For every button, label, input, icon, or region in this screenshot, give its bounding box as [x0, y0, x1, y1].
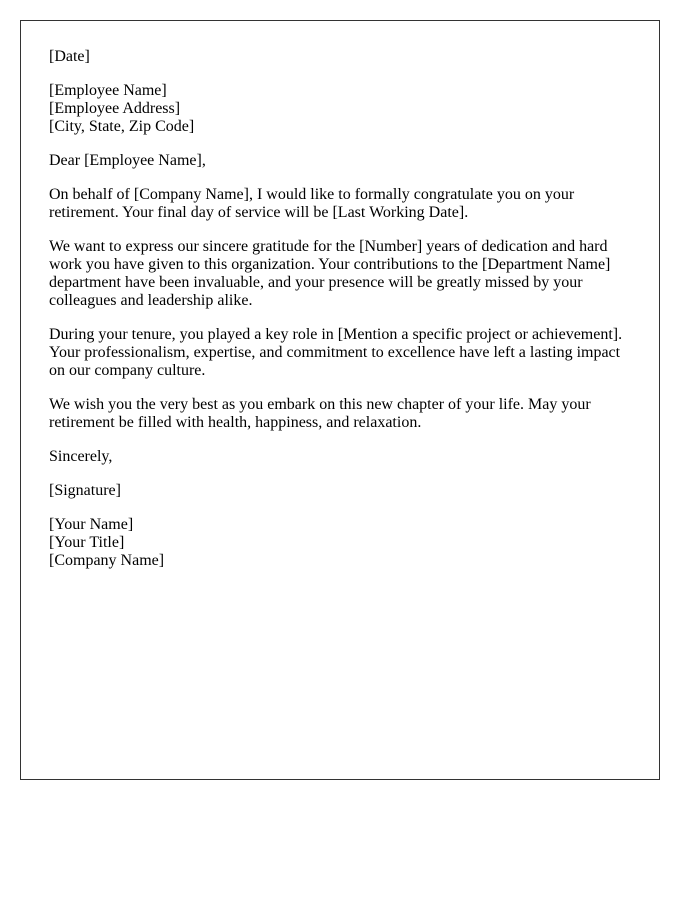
- letter-page: [20, 20, 660, 780]
- salutation: Dear [Employee Name],: [49, 152, 206, 169]
- body-paragraph-congratulations: On behalf of [Company Name], I would like to formally congratulate you on your retirement. Your final day of service will be [Last Working Date].: [49, 186, 575, 221]
- body-paragraph-gratitude: We want to express our sincere gratitude for the [Number] years of dedication and hard work you have given to this organization. Your contributions to the [Department Name] department have been invaluable, and your presence will be greatly missed by your colleagues and leadership alike.: [49, 238, 611, 309]
- body-paragraph-achievements: During your tenure, you played a key role in [Mention a specific project or achievement]. Your professionalism, expertise, and commitment to excellence have left a lasting impact on our company culture.: [49, 326, 623, 379]
- sender-company: [Company Name]: [49, 552, 165, 569]
- closing: Sincerely,: [49, 448, 113, 465]
- sender-block: [49, 516, 631, 570]
- recipient-address-block: [49, 82, 631, 136]
- recipient-city-state-zip: [City, State, Zip Code]: [49, 118, 195, 135]
- body-paragraph-well-wishes: We wish you the very best as you embark on this new chapter of your life. May your retirement be filled with health, happiness, and relaxation.: [49, 396, 591, 431]
- sender-title: [Your Title]: [49, 534, 125, 551]
- recipient-name: [Employee Name]: [49, 82, 167, 99]
- recipient-address: [Employee Address]: [49, 100, 181, 117]
- sender-name: [Your Name]: [49, 516, 134, 533]
- signature-placeholder: [Signature]: [49, 482, 121, 499]
- letter-date: [Date]: [49, 48, 90, 65]
